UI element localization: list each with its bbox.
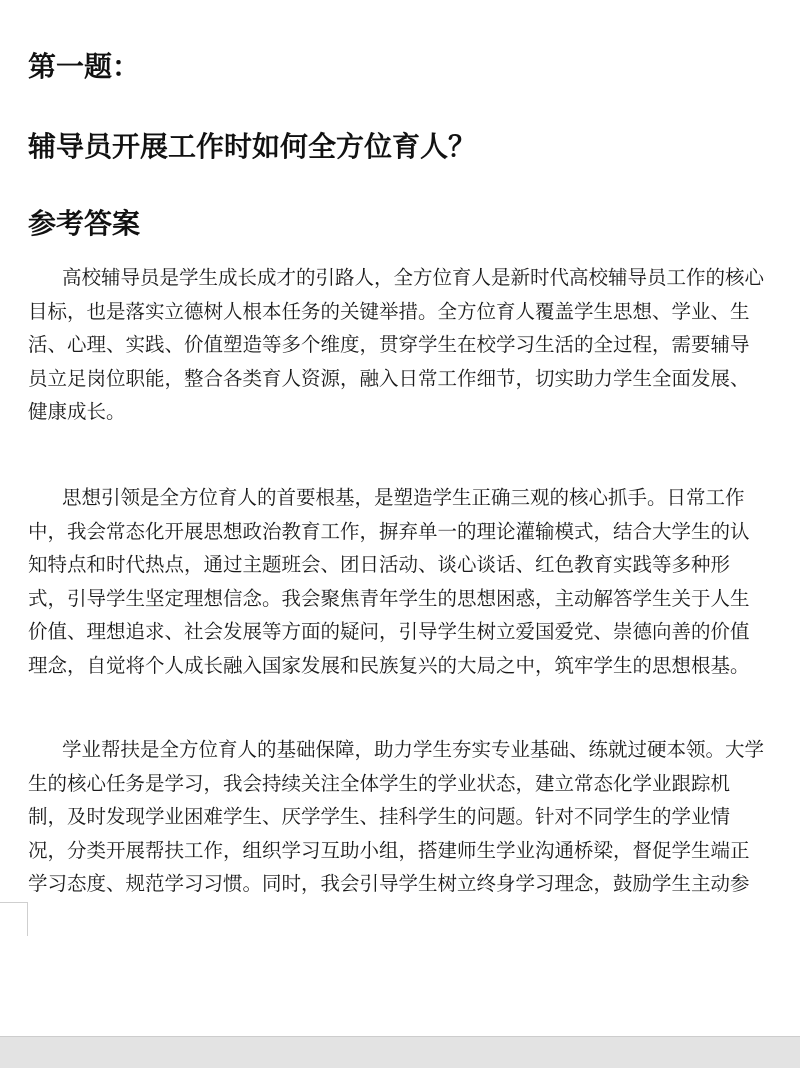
paragraph-line: 生的核心任务是学习，我会持续关注全体学生的学业状态，建立常态化学业跟踪机 — [28, 771, 731, 795]
paragraph-line: 况，分类开展帮扶工作，组织学习互助小组，搭建师生学业沟通桥梁，督促学生端正 — [28, 838, 750, 862]
paragraph-line: 中，我会常态化开展思想政治教育工作，摒弃单一的理论灌输模式，结合大学生的认 — [28, 519, 750, 543]
paragraph-line: 学习态度、规范学习习惯。同时，我会引导学生树立终身学习理念，鼓励学生主动参 — [28, 872, 750, 896]
paragraph-line: 活、心理、实践、价值塑造等多个维度，贯穿学生在校学习生活的全过程，需要辅导 — [28, 333, 750, 357]
paragraph-line: 式，引导学生坚定理想信念。我会聚焦青年学生的思想困惑，主动解答学生关于人生 — [28, 586, 750, 610]
question-text: 辅导员开展工作时如何全方位育人？ — [28, 130, 477, 163]
paragraph-line: 理念，自觉将个人成长融入国家发展和民族复兴的大局之中，筑牢学生的思想根基。 — [28, 653, 750, 677]
answer-heading: 参考答案 — [28, 207, 141, 240]
paragraph-2 — [28, 481, 800, 683]
paragraph-line: 员立足岗位职能，整合各类育人资源，融入日常工作细节，切实助力学生全面发展、 — [28, 366, 750, 390]
paragraph-line: 价值、理想追求、社会发展等方面的疑问，引导学生树立爱国爱党、崇德向善的价值 — [28, 620, 750, 644]
paragraph-1 — [28, 261, 800, 429]
paragraph-line: 制，及时发现学业困难学生、厌学学生、挂科学生的问题。针对不同学生的学业情 — [28, 805, 731, 829]
page-margin-marker — [0, 902, 28, 936]
page-boundary-bar — [0, 1036, 800, 1068]
paragraph-line: 健康成长。 — [28, 400, 126, 424]
paragraph-line: 高校辅导员是学生成长成才的引路人，全方位育人是新时代高校辅导员工作的核心 — [62, 266, 765, 289]
paragraph-line: 知特点和时代热点，通过主题班会、团日活动、谈心谈话、红色教育实践等多种形 — [28, 553, 731, 577]
paragraph-3 — [28, 733, 800, 901]
question-title: 第一题： — [28, 50, 141, 83]
paragraph-line: 目标，也是落实立德树人根本任务的关键举措。全方位育人覆盖学生思想、学业、生 — [28, 299, 750, 323]
paragraph-line: 思想引领是全方位育人的首要根基，是塑造学生正确三观的核心抓手。日常工作 — [62, 486, 745, 509]
paragraph-line: 学业帮扶是全方位育人的基础保障，助力学生夯实专业基础、练就过硬本领。大学 — [62, 738, 765, 761]
